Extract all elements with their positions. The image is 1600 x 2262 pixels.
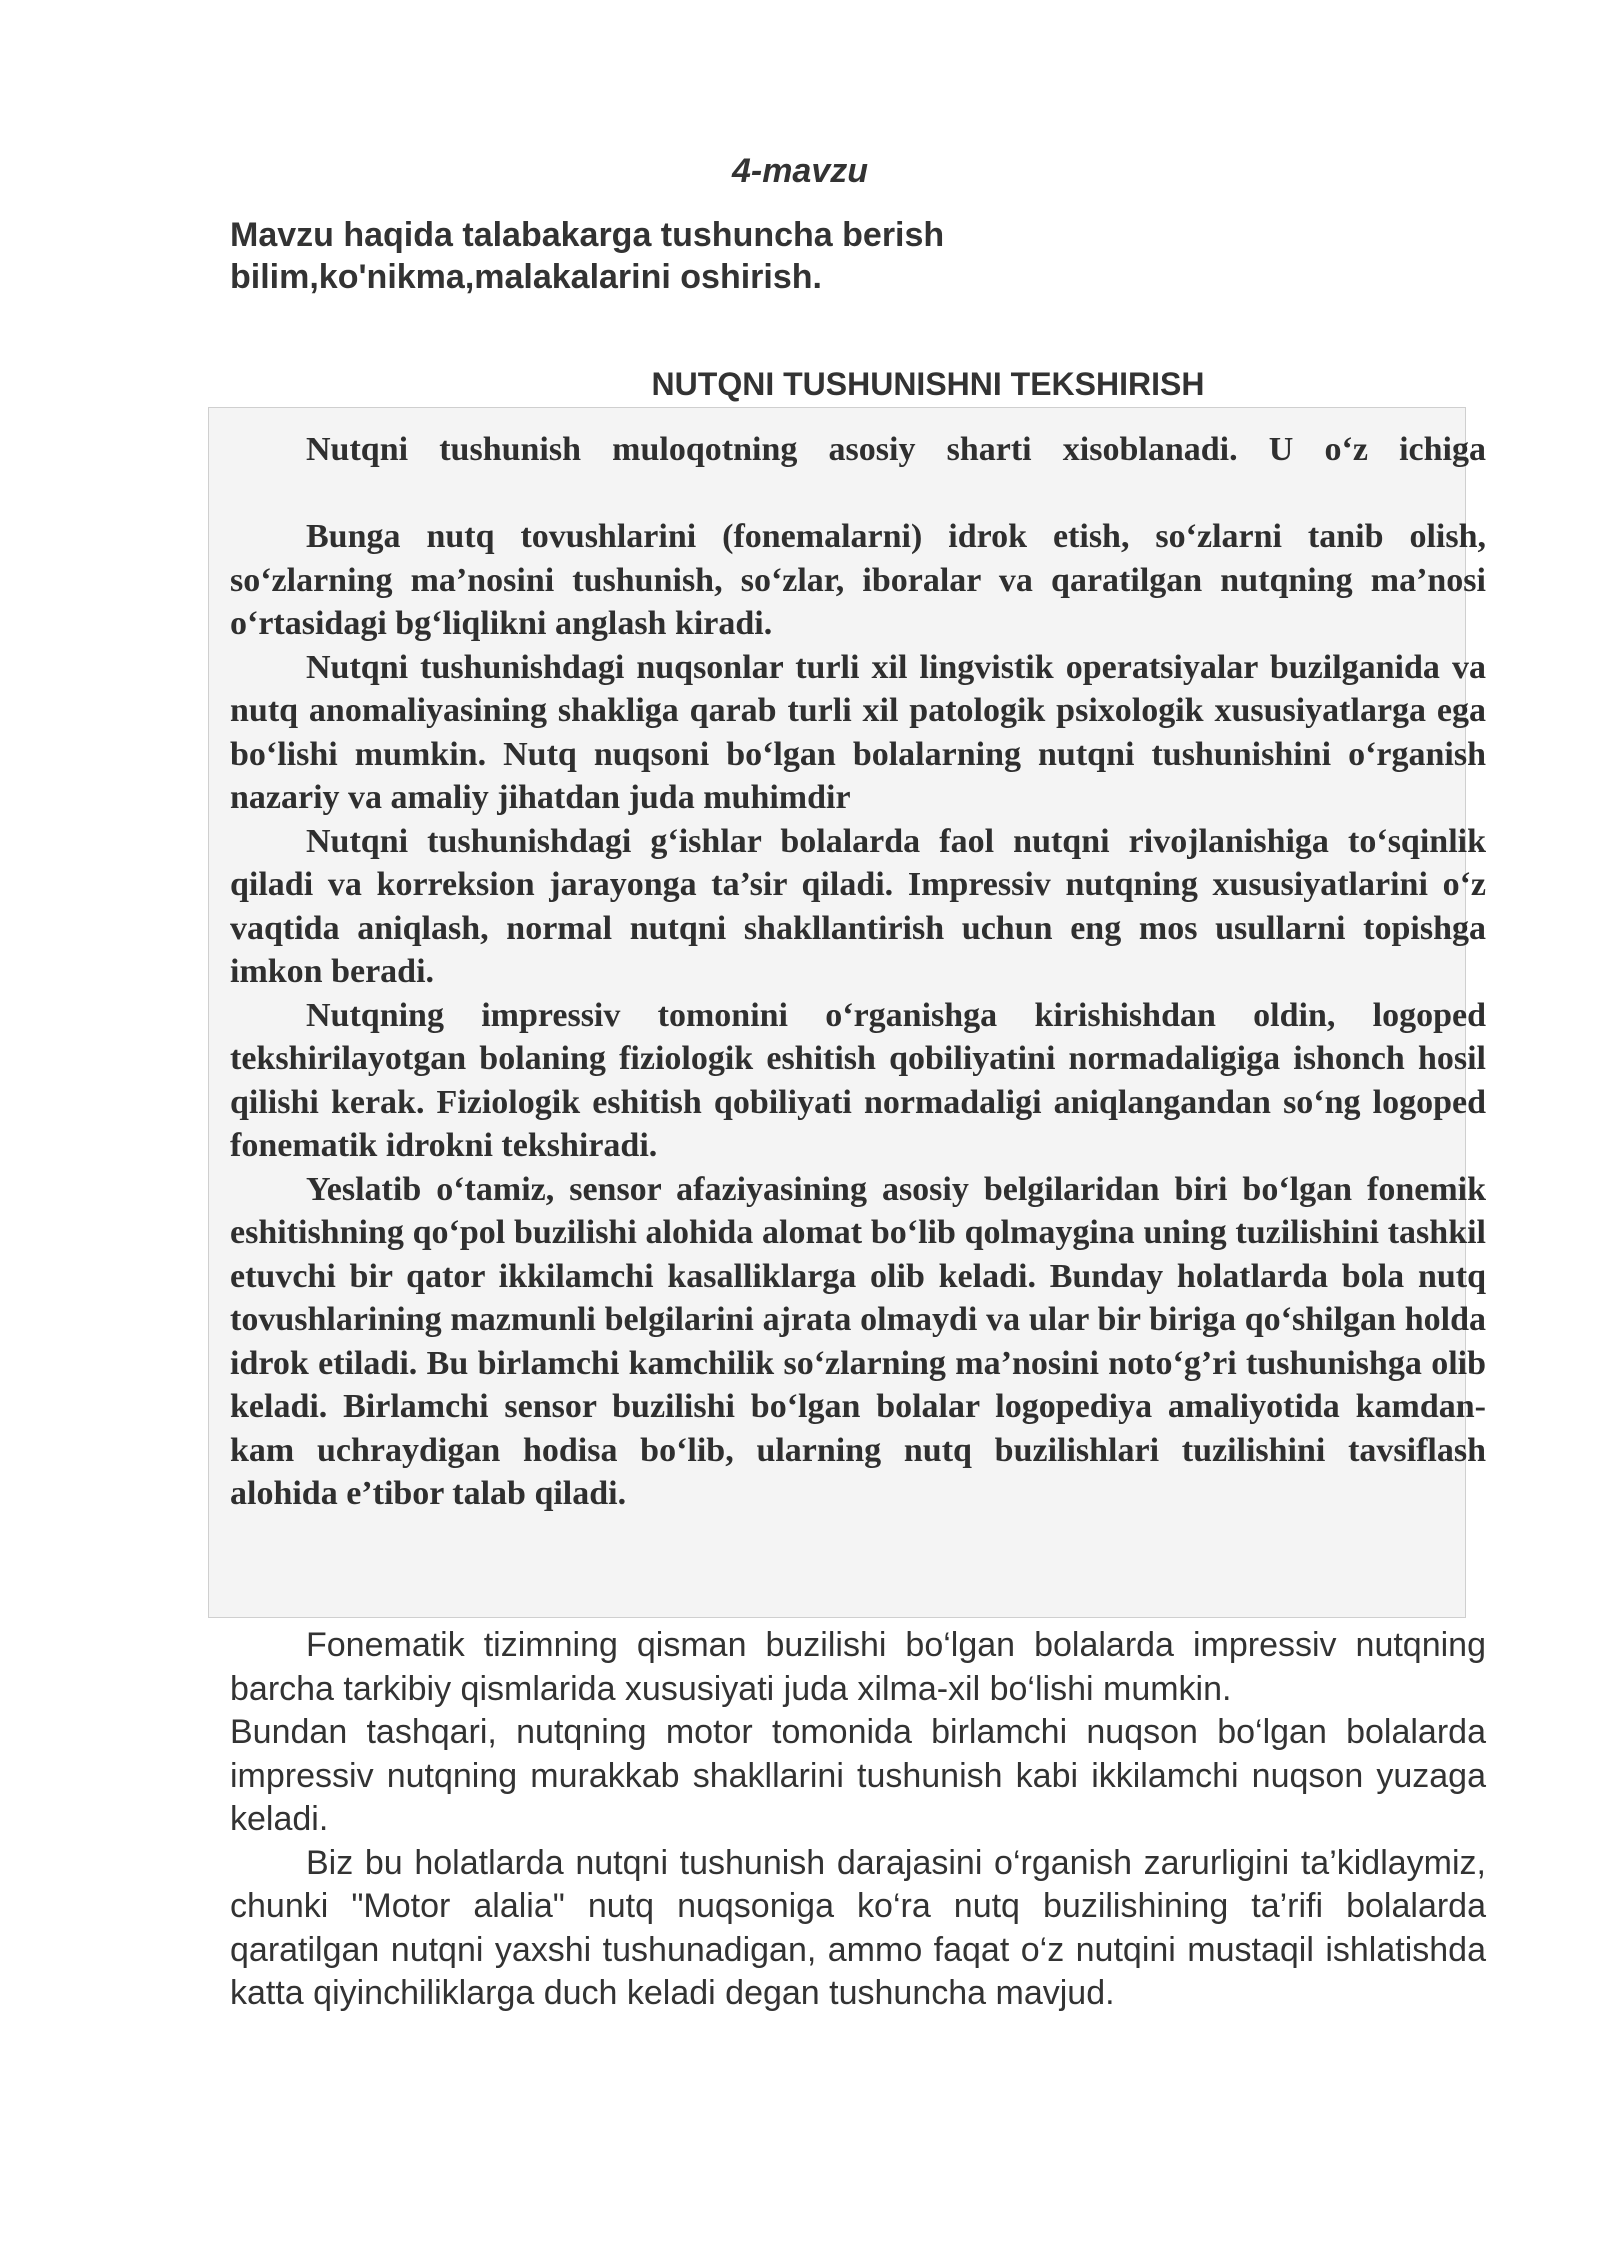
- goal-line-1: Mavzu haqida talabakarga tushuncha berish: [230, 216, 945, 254]
- serif-paragraphs: [230, 515, 1486, 1516]
- serif-paragraph-5: Yeslatib o‘tamiz, sensor afaziyasining asosiy belgilaridan biri bo‘lgan fonemik eshitishning qo‘pol buzilishi alohida alomat bo‘lib qolmaygina uning tuzilishini tashkil etuvchi bir qator ikkilamchi kasalliklarga olib keladi. Bunday holatlarda bola nutq tovushlarining mazmunli belgilarini ajrata olmaydi va ular bir biriga qo‘shilgan holda idrok etiladi. Bu birlamchi kamchilik so‘zlarning ma’nosini noto‘g’ri tushunishga olib keladi. Birlamchi sensor buzilishi bo‘lgan bolalar logopediya amaliyotida kamdan-kam uchraydigan hodisa bo‘lib, ularning nutq buzilishlari tuzilishini tavsiflash alohida e’tibor talab qiladi.: [230, 1170, 1486, 1512]
- goal-text: [230, 214, 1130, 298]
- serif-paragraph-2: Nutqni tushunishdagi nuqsonlar turli xil lingvistik operatsiyalar buzilganida va nutq anomaliyasining shakliga qarab turli xil patologik psixologik xususiyatlarga ega bo‘lishi mumkin. Nutq nuqsoni bo‘lgan bolalarning nutqni tushunishini o‘rganish nazariy va amaliy jihatdan juda muhimdir: [230, 648, 1486, 816]
- sans-paragraph-1: Fonematik tizimning qisman buzilishi bo‘lgan bolalarda impressiv nutqning barcha tarkibiy qismlarida xususiyati juda xilma-xil bo‘lishi mumkin.: [230, 1626, 1486, 1708]
- sans-paragraph-2: Bundan tashqari, nutqning motor tomonida birlamchi nuqson bo‘lgan bolalarda impressiv nutqning murakkab shakllarini tushunish kabi ikkilamchi nuqson yuzaga keladi.: [230, 1713, 1486, 1838]
- topic-label: 4-mavzu: [731, 152, 869, 190]
- serif-paragraph-1: Bunga nutq tovushlarini (fonemalarni) idrok etish, so‘zlarni tanib olish, so‘zlarning ma’nosini tushunish, so‘zlar, iboralar va qaratilgan nutqning ma’nosi o‘rtasidagi bg‘liqlikni anglash kiradi.: [230, 518, 1486, 642]
- first-line-text: [230, 428, 1486, 472]
- serif-paragraph-4: Nutqning impressiv tomonini o‘rganishga kirishishdan oldin, logoped tekshirilayotgan bolaning fiziologik eshitish qobiliyatini normadaligiga ishonch hosil qilishi kerak. Fiziologik eshitish qobiliyati normadaligi aniqlangandan so‘ng logoped fonematik idrokni tekshiradi.: [230, 996, 1486, 1164]
- section-heading: NUTQNI TUSHUNISHNI TEKSHIRISH: [651, 366, 1205, 402]
- goal-line-2: bilim,ko'nikma,malakalarini oshirish.: [230, 258, 822, 296]
- sans-paragraph-3: Biz bu holatlarda nutqni tushunish darajasini o‘rganish zarurligini ta’kidlaymiz, chunki "Motor alalia" nutq nuqsoniga ko‘ra nutq buzilishining ta’rifi bolalarda qaratilgan nutqni yaxshi tushunadigan, ammo faqat o‘z nutqini mustaqil ishlatishda katta qiyinchiliklarga duch keladi degan tushuncha mavjud.: [230, 1843, 1486, 2012]
- serif-paragraph-3: Nutqni tushunishdagi g‘ishlar bolalarda faol nutqni rivojlanishiga to‘sqinlik qiladi va korreksion jarayonga ta’sir qiladi. Impressiv nutqning xususiyatlarini o‘z vaqtida aniqlash, normal nutqni shakllantirish uchun eng mos usullarni topishga imkon beradi.: [230, 822, 1486, 990]
- first-line-paragraph: Nutqni tushunish muloqotning asosiy sharti xisoblanadi. U o‘z ichiga: [306, 431, 1486, 468]
- sans-paragraphs: [230, 1624, 1486, 2016]
